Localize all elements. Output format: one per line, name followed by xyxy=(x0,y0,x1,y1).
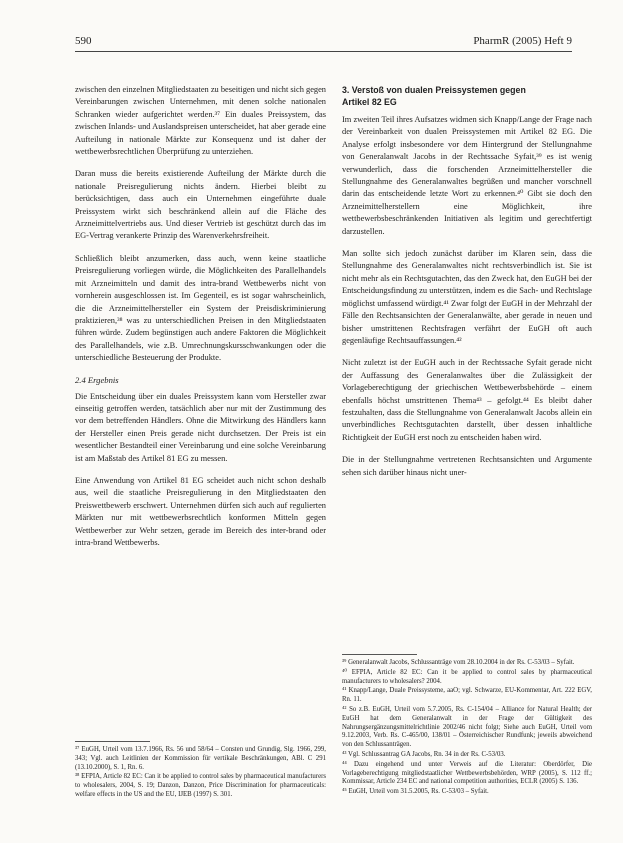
paragraph: Daran muss die bereits existierende Aufteilung der Märkte durch die nationale Preisregulierung nichts ändern. Hierbei bleibt zu berücksichtigen, dass auch ein Unternehmen eingeführte duale Preissystem wirkt sich beschränkend allein auf die Fläche des Arzneimittelvertriebs aus. Und dieser Vertrieb ist geschützt durch das im EG-Vertrag verankerte Prinzip des Warenverkehrsfreiheit. xyxy=(75,169,326,241)
paragraph: Nicht zuletzt ist der EuGH auch in der Rechtssache Syfait gerade nicht der Auffassung des Generalanwaltes über die Zulässigkeit der Vorlageberechtigung der griechischen Wettbewerbsbehörde – einem ebenfalls höchst umstrittenen Thema⁴³ – gefolgt.⁴⁴ Es bleibt daher festzuhalten, dass die Stellungnahme von Generalanwalt Jacobs allein ein unverbindliches Rechtsgutachten darstellt, über dessen inhaltliche Richtigkeit der EuGH erst noch zu entscheiden haben wird. xyxy=(342,358,592,442)
footnote-rule xyxy=(342,654,417,655)
left-footnotes xyxy=(75,735,326,801)
paragraph: Man sollte sich jedoch zunächst darüber im Klaren sein, dass die Stellungnahme des Generalanwaltes nicht rechtsverbindlich ist. Sie ist nicht mehr als ein Rechtsgutachten, das den Zweck hat, den EuGH bei der Entscheidungsfindung zu unterstützen, indem es die Sach- und Rechtslage möglichst umfassend würdigt.⁴¹ Zwar folgt der EuGH in der Mehrzahl der Fälle den Rechtsansichten der Generalanwälte, aber gerade in neuen und bisher umstrittenen Rechtsfragen verfährt der EuGH oft auch gegenläufige Rechtsauffassungen.⁴² xyxy=(342,249,592,345)
right-footnotes xyxy=(342,648,592,798)
paragraph: Im zweiten Teil ihres Aufsatzes widmen sich Knapp/Lange der Frage nach der Vereinbarkeit von dualen Preissystemen mit Artikel 82 EG. Die Analyse erfolgt insbesondere vor dem Hintergrund der Stellungnahme von Generalanwalt Jacobs in der Rechtssache Syfait,³⁹ es ist wenig verwunderlich, dass die forschenden Arzneimittelhersteller die Stellungnahme des Generalanwaltes begrüßen und mancher vorschnell darin das entscheidende letzte Wort zu erkennen.⁴⁰ Gibt sie doch den Arzneimittelherstellern eine Möglichkeit, ihre wettbewerbsbeschränkenden Initiativen als legitim und gerechtfertigt darzustellen. xyxy=(342,115,592,236)
footnote: ⁴⁴ Dazu eingehend und unter Verweis auf die Literatur: Oberdörfer, Die Vorlageberechtigung mitgliedstaatlicher Wettbewerbsbehörden, WRP (2005), S. 112 ff.; Kommissar, Article 234 EC and national competition authorities, ECLR (2005) S. 136. xyxy=(342,760,592,786)
paragraph: Die Entscheidung über ein duales Preissystem kann vom Hersteller zwar einseitig getroffen werden, tatsächlich aber nur mit der Zustimmung des vor dem betreffenden Händlers. Ohne die Mitwirkung des Händlers kann der Hersteller einen Preis gerade nicht durchsetzen. Der Preis ist ein wesentlicher Bestandteil einer Vereinbarung und eine solche Vereinbarung ist am Maßstab des Artikel 81 EG zu messen. xyxy=(75,391,326,463)
paragraph: Die in der Stellungnahme vertretenen Rechtsansichten und Argumente sehen sich darüber hinaus nicht uner- xyxy=(342,455,592,477)
paragraph: zwischen den einzelnen Mitgliedstaaten zu beseitigen und nicht sich gegen Vereinbarungen zwischen Unternehmen, mit denen solche nationalen Schranken wieder aufgerichtet werden.³⁷ Ein duales Preissystem, das zwischen Inlands- und Auslandspreisen unterscheidet, hat aber gerade eine Aufteilung in nationale Märkte zur Konsequenz und ist daher der wettbewerbsrechtlichen Überprüfung zu unterziehen. xyxy=(75,85,326,157)
subsection-heading: 2.4 Ergebnis xyxy=(75,374,119,385)
footnote: ⁴¹ Knapp/Lange, Duale Preissysteme, aaO; vgl. Schwarze, EU-Kommentar, Art. 222 EGV, Rn. 11. xyxy=(342,687,592,704)
footnote: ⁴⁰ EFPIA, Article 82 EC: Can it be applied to control sales by pharmaceutical manufacturers to wholesalers? 2004. xyxy=(342,668,592,685)
paragraph: Schließlich bleibt anzumerken, dass auch, wenn keine staatliche Preisregulierung vorliegen würde, die Möglichkeiten des Parallelhandels mit Arzneimitteln und damit des intra-brand Wettbewerbs nicht von vornherein ausgeschlossen ist. Im Gegenteil, es ist sogar wahrscheinlich, die die Arzneimittelhersteller ein System der Preisdiskriminierung praktizieren,³⁸ was zu unterschiedlichen Preisen in den Mitgliedstaaten führen würde. Zudem begünstigen auch andere Faktoren die Möglichkeit des Parallelhandels, wie z.B. Umrechnungskursschwankungen oder die unterschiedliche Besteuerung der Produkte. xyxy=(75,253,326,363)
page-number: 590 xyxy=(75,35,92,47)
footnote: ⁴² So z.B. EuGH, Urteil vom 5.7.2005, Rs. C-154/04 – Alliance for Natural Health; der EuGH hat dem Generalanwalt in der Frage der Gültigkeit des Nahrungsergänzungsmittelrichtlinie 2002/46 nicht folgt; Siehe auch EuGH, Urteil vom 9.12.2003, Verb. Rs. C-465/00, 138/01 – Österreichischer Rundfunk; jeweils abweichend von den Schlussanträgen. xyxy=(342,705,592,749)
footnote: ⁴⁵ EuGH, Urteil vom 31.5.2005, Rs. C-53/03 – Syfait. xyxy=(342,788,489,796)
journal-header: PharmR (2005) Heft 9 xyxy=(473,35,572,47)
footnote: ⁴³ Vgl. Schlussantrag GA Jacobs, Rn. 34 in der Rs. C-53/03. xyxy=(342,750,506,758)
section-heading-line1: 3. Verstoß von dualen Preissystemen gegen xyxy=(342,85,526,95)
footnote: ³⁷ EuGH, Urteil vom 13.7.1966, Rs. 56 und 58/64 – Consten und Grundig, Slg. 1966, 299, 343; Vgl. auch Leitlinien der Kommission für vertikale Beschränkungen, ABl. C 291 (13.10.2000), S. 1, Rn. 6. xyxy=(75,746,326,771)
left-column xyxy=(75,84,326,559)
header-rule xyxy=(75,51,572,52)
footnote: ³⁹ Generalanwalt Jacobs, Schlussanträge vom 28.10.2004 in der Rs. C-53/03 – Syfait. xyxy=(342,659,575,666)
footnote: ³⁸ EFPIA, Article 82 EC: Can it be applied to control sales by pharmaceutical manufacturers to wholesalers, 2004, S. 19; Danzon, Danzon, Price Discrimination for pharmaceuticals: welfare effects in the US and the EU, IJEB (1997) S. 301. xyxy=(75,773,326,798)
section-heading xyxy=(342,84,592,108)
footnote-rule xyxy=(75,741,150,742)
section-heading-line2: Artikel 82 EG xyxy=(342,97,397,107)
right-column xyxy=(342,84,592,489)
paragraph: Eine Anwendung von Artikel 81 EG scheidet auch nicht schon deshalb aus, weil die staatliche Preisregulierung in den Mitgliedstaaten den Preiswettbewerb erschwert. Unternehmen dürfen sich auch auf regulierten Märkten nur mit wettbewerbsrechtlich konformen Mitteln gegen Wettbewerber zur Wehr setzen, gerade im Bereich des inter-brand oder intra-brand Wettbewerbs. xyxy=(75,475,326,547)
